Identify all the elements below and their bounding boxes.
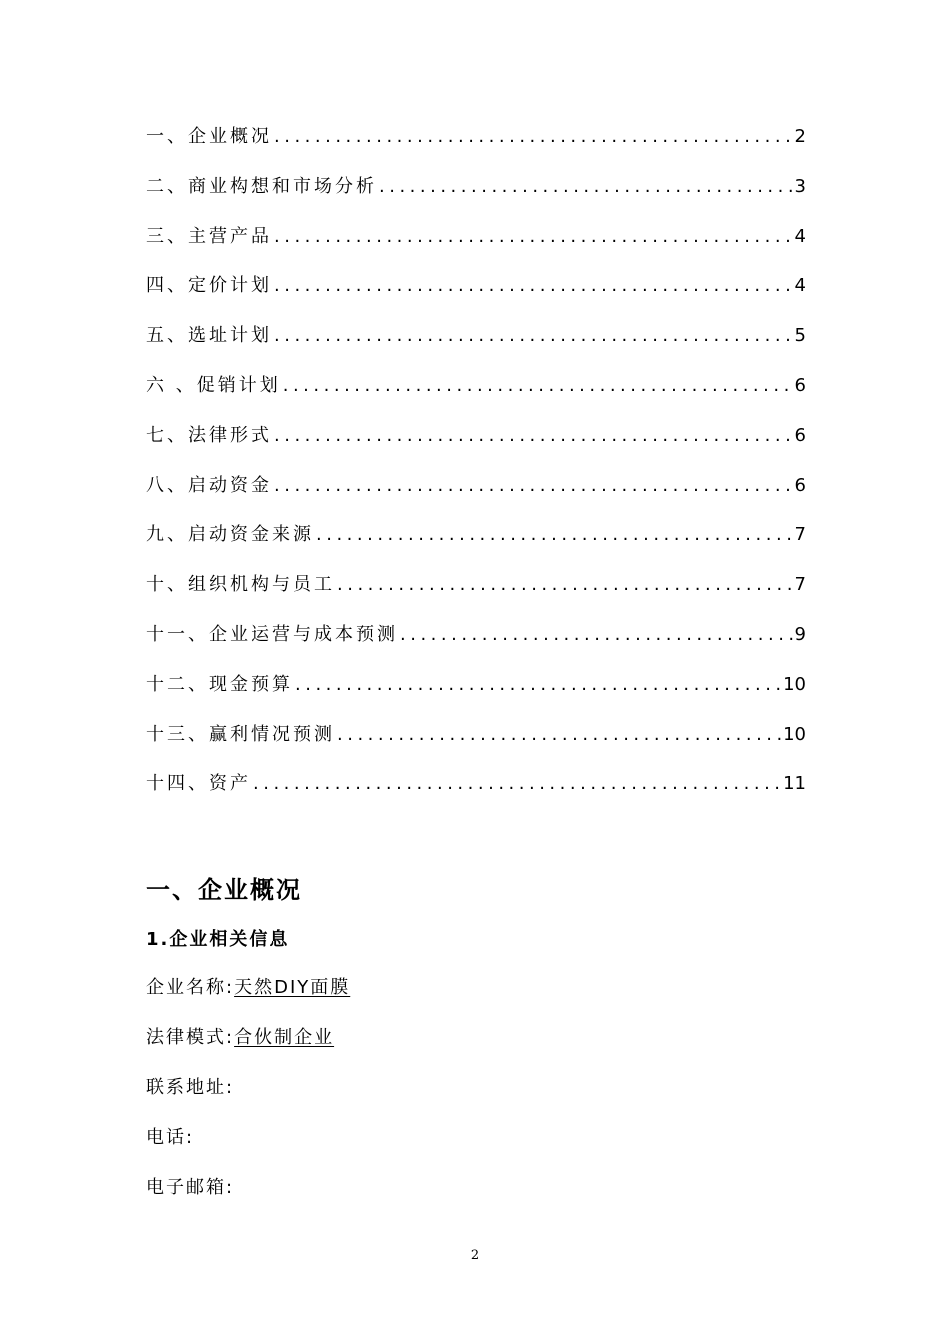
toc-dot-leader: [337, 574, 795, 595]
info-label: 联系地址:: [146, 1077, 235, 1098]
toc-entry[interactable]: [146, 421, 806, 471]
toc-dot-leader: [283, 375, 795, 396]
toc-entry[interactable]: [146, 620, 806, 670]
info-value: 天然DIY面膜: [234, 977, 351, 998]
toc-entry[interactable]: [146, 570, 806, 620]
info-row-phone: [146, 1123, 806, 1173]
toc-entry-label: 三、主营产品: [146, 225, 272, 247]
toc-entry-page: 3: [794, 175, 806, 197]
toc-entry-page: 7: [794, 574, 806, 596]
toc-dot-leader: [379, 176, 795, 197]
table-of-contents: [146, 122, 806, 819]
toc-dot-leader: [274, 425, 795, 446]
toc-dot-leader: [274, 226, 795, 247]
section-heading: 一、企业概况: [146, 876, 302, 904]
toc-dot-leader: [337, 724, 783, 745]
toc-entry[interactable]: [146, 172, 806, 222]
info-label: 电话:: [146, 1127, 195, 1148]
sub-heading: 1.企业相关信息: [146, 929, 290, 950]
toc-dot-leader: [253, 773, 783, 794]
toc-entry-label: 十一、企业运营与成本预测: [146, 623, 398, 645]
toc-entry[interactable]: [146, 371, 806, 421]
toc-dot-leader: [295, 674, 783, 695]
toc-entry-page: 9: [794, 623, 806, 645]
toc-entry-label: 十二、现金预算: [146, 673, 293, 695]
toc-entry[interactable]: [146, 271, 806, 321]
info-row-address: [146, 1073, 806, 1123]
toc-dot-leader: [274, 275, 795, 296]
toc-entry-page: 5: [794, 325, 806, 347]
toc-dot-leader: [274, 126, 795, 147]
toc-entry-page: 10: [783, 673, 806, 695]
toc-entry-label: 四、定价计划: [146, 275, 272, 297]
info-row-company-name: [146, 973, 806, 1023]
toc-entry[interactable]: [146, 720, 806, 770]
toc-entry-page: 6: [794, 374, 806, 396]
toc-entry-label: 十四、资产: [146, 773, 251, 795]
toc-entry[interactable]: [146, 321, 806, 371]
toc-entry[interactable]: [146, 471, 806, 521]
toc-entry[interactable]: [146, 122, 806, 172]
page-number: 2: [470, 1248, 480, 1263]
toc-entry-label: 十、组织机构与员工: [146, 574, 335, 596]
toc-entry-page: 4: [794, 225, 806, 247]
company-info-list: [146, 973, 806, 1223]
info-row-email: [146, 1173, 806, 1223]
toc-entry-page: 2: [794, 126, 806, 147]
toc-entry-page: 7: [794, 524, 806, 546]
info-label: 法律模式:: [146, 1027, 235, 1048]
toc-entry-label: 十三、赢利情况预测: [146, 723, 335, 745]
toc-dot-leader: [274, 325, 795, 346]
toc-entry[interactable]: [146, 520, 806, 570]
info-row-legal-form: [146, 1023, 806, 1073]
toc-dot-leader: [316, 524, 795, 545]
toc-entry[interactable]: [146, 769, 806, 819]
toc-entry-page: 6: [794, 424, 806, 446]
toc-entry-label: 一、企业概况: [146, 126, 272, 147]
toc-entry[interactable]: [146, 222, 806, 272]
info-label: 电子邮箱:: [146, 1177, 235, 1198]
toc-entry-page: 10: [783, 723, 806, 745]
toc-entry-page: 4: [794, 275, 806, 297]
toc-entry-label: 六 、促销计划: [146, 374, 281, 396]
toc-entry-label: 八、启动资金: [146, 474, 272, 496]
toc-entry-page: 6: [794, 474, 806, 496]
toc-entry[interactable]: [146, 670, 806, 720]
toc-dot-leader: [400, 624, 795, 645]
toc-entry-label: 九、启动资金来源: [146, 524, 314, 546]
toc-entry-label: 二、商业构想和市场分析: [146, 175, 377, 197]
info-label: 企业名称:: [146, 977, 235, 998]
toc-entry-page: 11: [783, 773, 806, 795]
toc-entry-label: 七、法律形式: [146, 424, 272, 446]
toc-entry-label: 五、选址计划: [146, 325, 272, 347]
toc-dot-leader: [274, 475, 795, 496]
info-value: 合伙制企业: [234, 1027, 335, 1048]
